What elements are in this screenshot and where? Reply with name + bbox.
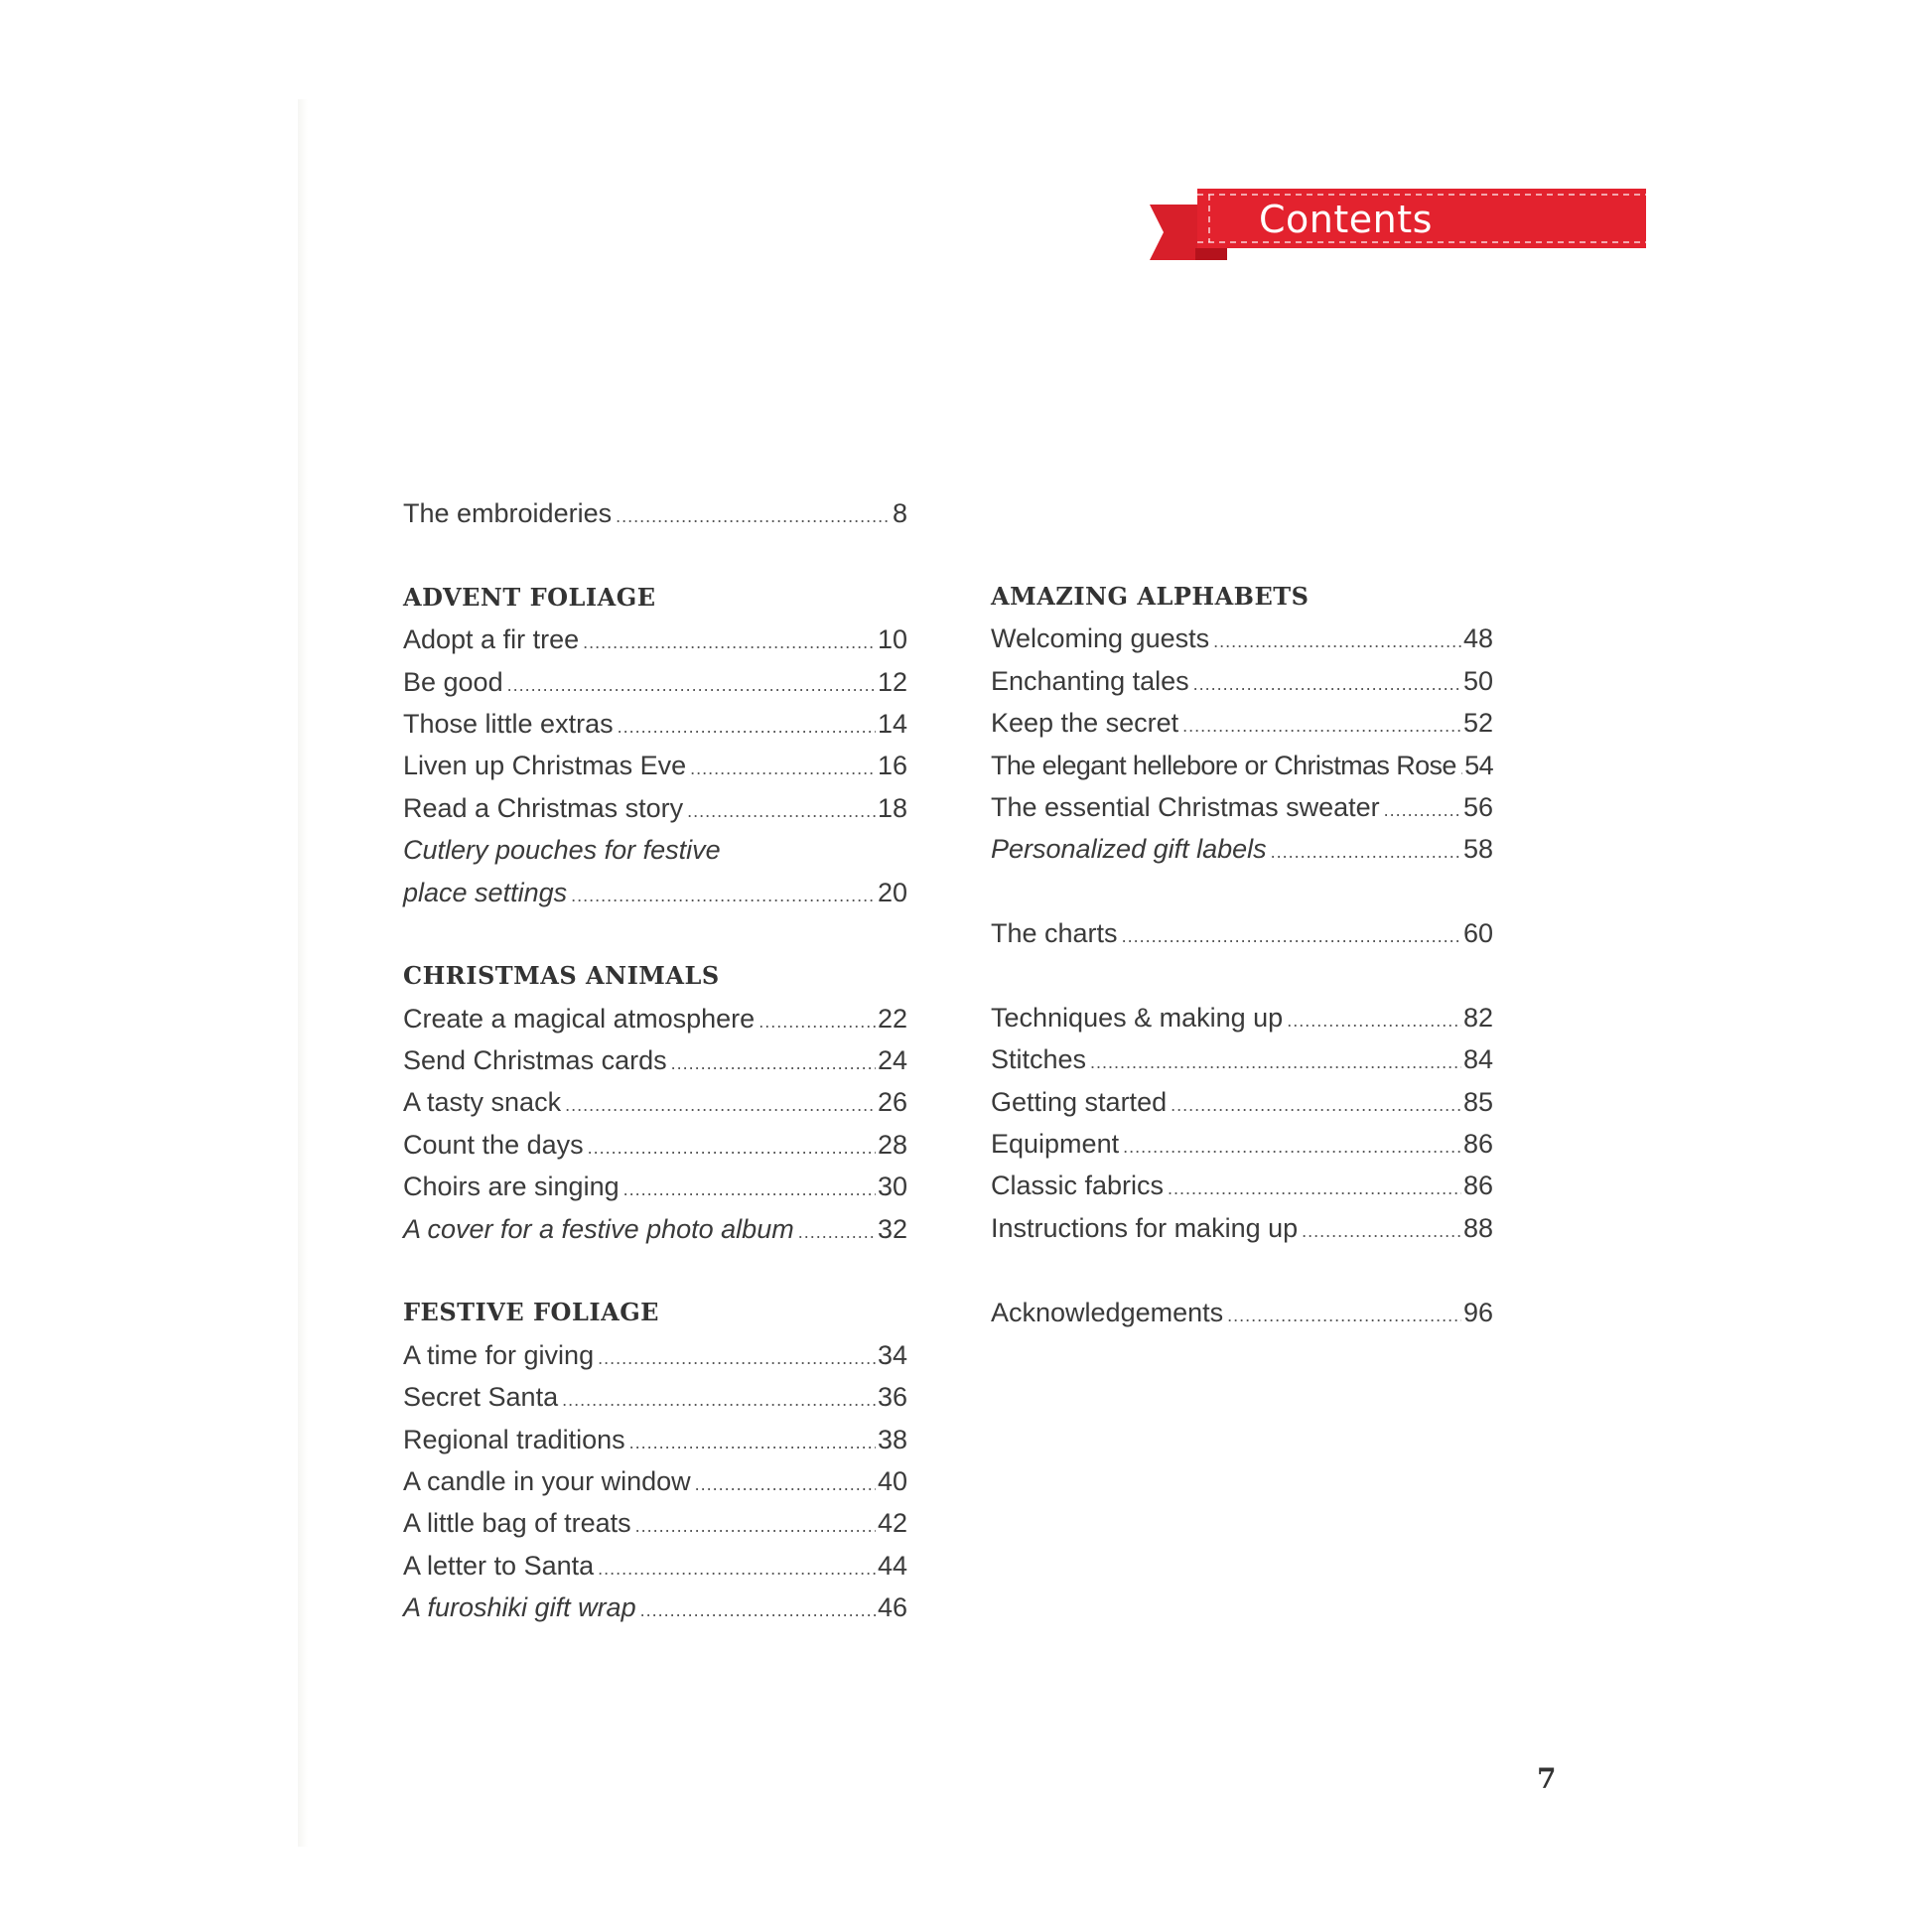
dot-leader — [1287, 1000, 1461, 1041]
toc-entry-page: 58 — [1462, 834, 1493, 865]
dot-leader — [1271, 831, 1461, 873]
toc-entry-title-line1[interactable]: Cutlery pouches for festive — [403, 835, 721, 866]
dot-leader — [629, 1422, 876, 1463]
toc-entry[interactable] — [403, 619, 907, 660]
toc-entry-page: 86 — [1462, 1171, 1493, 1201]
dot-leader — [1302, 1210, 1461, 1252]
toc-entry[interactable] — [403, 1545, 907, 1587]
toc-entry[interactable] — [403, 745, 907, 786]
toc-entry-page: 50 — [1462, 665, 1493, 696]
toc-entry-page: 18 — [877, 792, 907, 823]
dot-leader — [565, 1084, 876, 1126]
dot-leader — [583, 621, 876, 663]
dot-leader — [1090, 1041, 1461, 1083]
page-gutter — [298, 99, 308, 1847]
dot-leader — [759, 1001, 876, 1042]
dot-leader — [1460, 748, 1462, 789]
toc-entry-page: 84 — [1462, 1044, 1493, 1075]
section-heading: AMAZING ALPHABETS — [991, 582, 1310, 611]
toc-entry-title: Send Christmas cards — [403, 1045, 667, 1076]
dot-leader — [616, 495, 891, 537]
toc-entry-page: 88 — [1462, 1212, 1493, 1243]
toc-entry-page: 96 — [1462, 1297, 1493, 1327]
toc-entry[interactable] — [403, 1376, 907, 1418]
dot-leader — [598, 1548, 876, 1589]
toc-entry-page: 42 — [877, 1508, 907, 1539]
toc-entry-page: 36 — [877, 1382, 907, 1413]
toc-entry-page: 48 — [1462, 623, 1493, 654]
toc-entry-page: 44 — [877, 1550, 907, 1581]
dot-leader — [1122, 915, 1461, 957]
toc-entry-title: Acknowledgements — [991, 1297, 1224, 1327]
toc-entry[interactable] — [403, 1419, 907, 1460]
toc-entry-title: Secret Santa — [403, 1382, 559, 1413]
toc-entry-page: 52 — [1462, 708, 1493, 739]
toc-entry[interactable] — [403, 1587, 907, 1628]
dot-leader — [562, 1379, 876, 1421]
toc-entry[interactable] — [403, 1334, 907, 1376]
dot-leader — [695, 1463, 876, 1505]
toc-entry-page: 32 — [877, 1213, 907, 1244]
toc-entry-title: Getting started — [991, 1086, 1168, 1117]
toc-entry-title: Count the days — [403, 1129, 584, 1160]
toc-entry-title: Adopt a fir tree — [403, 624, 580, 655]
toc-entry-page: 30 — [877, 1172, 907, 1202]
dot-leader — [618, 706, 876, 748]
toc-entry-page: 82 — [1462, 1002, 1493, 1033]
dot-leader — [623, 1169, 876, 1210]
toc-entry-page: 34 — [877, 1339, 907, 1370]
toc-entry[interactable] — [403, 1039, 907, 1081]
dot-leader — [598, 1337, 876, 1379]
toc-entry-page: 10 — [877, 624, 907, 655]
toc-entry-title: A tasty snack — [403, 1087, 562, 1118]
contents-banner — [1150, 187, 1656, 266]
toc-entry-title: A furoshiki gift wrap — [403, 1592, 636, 1623]
toc-entry-title: Regional traditions — [403, 1424, 625, 1454]
toc-entry-page: 22 — [877, 1003, 907, 1034]
dot-leader — [1123, 1126, 1461, 1168]
toc-entry-title: The elegant hellebore or Christmas Rose — [991, 750, 1456, 780]
toc-entry-title: A letter to Santa — [403, 1550, 595, 1581]
toc-entry[interactable] — [991, 618, 1493, 659]
toc-entry-title: Equipment — [991, 1129, 1120, 1160]
toc-entry-page: 20 — [877, 877, 907, 907]
toc-entry-title: Classic fabrics — [991, 1171, 1165, 1201]
dot-leader — [571, 875, 876, 916]
toc-entry-title: Stitches — [991, 1044, 1087, 1075]
toc-right-column — [991, 576, 1493, 1333]
toc-entry[interactable] — [403, 872, 907, 913]
section-heading: ADVENT FOLIAGE — [403, 582, 656, 612]
toc-entry[interactable] — [403, 1502, 907, 1544]
dot-leader — [1171, 1084, 1461, 1126]
toc-entry-page: 24 — [877, 1045, 907, 1076]
toc-entry-title: Instructions for making up — [991, 1212, 1299, 1243]
toc-entry-title: The charts — [991, 918, 1118, 949]
toc-entry-page: 85 — [1462, 1086, 1493, 1117]
dot-leader — [798, 1211, 876, 1253]
toc-entry-title: Welcoming guests — [991, 623, 1210, 654]
toc-entry[interactable] — [991, 1081, 1493, 1123]
toc-entry-page: 46 — [877, 1592, 907, 1623]
toc-entry-page: 38 — [877, 1424, 907, 1454]
toc-entry[interactable] — [991, 745, 1493, 786]
toc-entry-page: 60 — [1462, 918, 1493, 949]
dot-leader — [690, 748, 876, 789]
dot-leader — [588, 1127, 876, 1169]
toc-entry[interactable] — [991, 660, 1493, 702]
toc-entry-title: place settings — [403, 877, 568, 907]
toc-entry[interactable] — [991, 1292, 1493, 1333]
dot-leader — [1182, 705, 1461, 747]
toc-entry-title: A time for giving — [403, 1339, 595, 1370]
dot-leader — [1213, 621, 1461, 662]
toc-entry[interactable] — [991, 786, 1493, 828]
page-number: 7 — [1537, 1762, 1557, 1795]
dot-leader — [507, 664, 876, 706]
dot-leader — [1193, 663, 1461, 705]
toc-entry[interactable] — [403, 661, 907, 703]
toc-entry-title: Be good — [403, 666, 503, 697]
toc-entry-title: Liven up Christmas Eve — [403, 751, 687, 781]
toc-entry-page: 12 — [877, 666, 907, 697]
dot-leader — [640, 1589, 876, 1631]
toc-entry-title: Techniques & making up — [991, 1002, 1284, 1033]
toc-left-column — [403, 492, 907, 1629]
toc-entry-page: 16 — [877, 751, 907, 781]
toc-entry[interactable] — [403, 492, 907, 534]
dot-leader — [635, 1505, 876, 1547]
toc-entry-title: Personalized gift labels — [991, 834, 1267, 865]
section-heading: CHRISTMAS ANIMALS — [403, 961, 720, 991]
toc-entry-title: The embroideries — [403, 498, 613, 528]
toc-entry[interactable] — [991, 997, 1493, 1038]
toc-entry[interactable] — [403, 787, 907, 829]
toc-entry-title: Keep the secret — [991, 708, 1179, 739]
dot-leader — [1227, 1295, 1461, 1336]
toc-entry-page: 28 — [877, 1129, 907, 1160]
toc-entry-title: Read a Christmas story — [403, 792, 684, 823]
toc-entry-title: Choirs are singing — [403, 1172, 620, 1202]
toc-entry[interactable] — [403, 1460, 907, 1502]
dot-leader — [1384, 789, 1461, 831]
toc-entry-title: The essential Christmas sweater — [991, 791, 1380, 822]
toc-entry-page: 86 — [1462, 1129, 1493, 1160]
toc-entry-page: 14 — [877, 708, 907, 739]
dot-leader — [671, 1042, 876, 1084]
toc-entry[interactable] — [403, 1081, 907, 1123]
toc-entry[interactable] — [403, 1208, 907, 1250]
toc-entry-page: 40 — [877, 1465, 907, 1496]
section-heading: FESTIVE FOLIAGE — [403, 1298, 659, 1327]
toc-entry[interactable] — [991, 1038, 1493, 1080]
toc-entry-title: Those little extras — [403, 708, 614, 739]
toc-entry[interactable] — [991, 1207, 1493, 1249]
toc-entry[interactable] — [403, 1124, 907, 1166]
toc-entry[interactable] — [403, 1166, 907, 1207]
toc-entry-title: A little bag of treats — [403, 1508, 631, 1539]
toc-entry-title: Create a magical atmosphere — [403, 1003, 756, 1034]
toc-entry-title: Enchanting tales — [991, 665, 1189, 696]
toc-entry[interactable] — [403, 998, 907, 1039]
toc-entry-page: 8 — [892, 498, 907, 528]
toc-entry[interactable] — [991, 1123, 1493, 1165]
toc-entry[interactable] — [991, 828, 1493, 870]
toc-entry-page: 54 — [1464, 750, 1493, 780]
toc-entry-title: A cover for a festive photo album — [403, 1213, 794, 1244]
toc-entry-page: 56 — [1462, 791, 1493, 822]
toc-entry[interactable] — [403, 703, 907, 745]
toc-entry-page: 26 — [877, 1087, 907, 1118]
dot-leader — [1168, 1168, 1461, 1209]
contents-title: Contents — [1259, 198, 1433, 241]
toc-entry-title: A candle in your window — [403, 1465, 691, 1496]
toc-entry[interactable] — [991, 702, 1493, 744]
toc-entry[interactable] — [991, 912, 1493, 954]
dot-leader — [687, 790, 876, 832]
toc-entry[interactable] — [991, 1165, 1493, 1206]
